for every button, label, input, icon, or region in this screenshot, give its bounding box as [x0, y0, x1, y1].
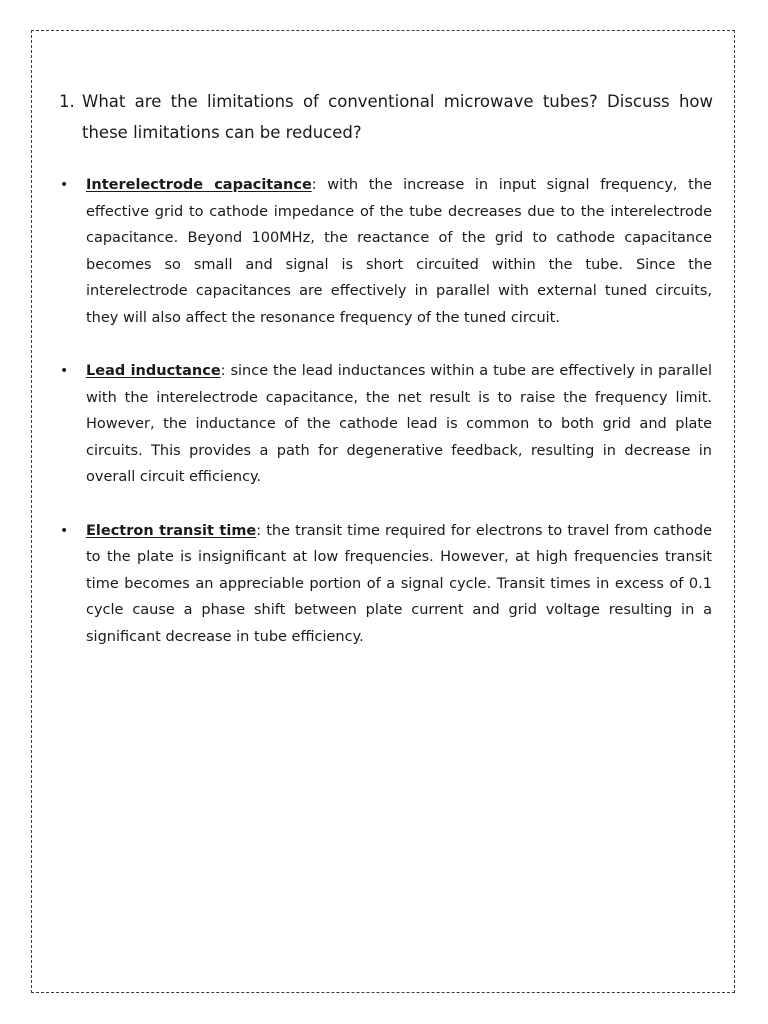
bullet-icon: • [60, 177, 69, 193]
bullet-icon: • [60, 363, 69, 380]
question-heading [59, 86, 713, 148]
limitation-term: Electron transit time [86, 522, 257, 539]
limitation-description: : with the increase in input signal frequency, the effective grid to cathode impedance of the tube decreases due to the interelectrode capacitance. Beyond 100MHz, the reactance of the grid to cathode capacitance becomes so small and signal is short circuited within the tube. Since the interelectrode capacitances are effectively in parallel with external tuned circuits, they will also affect the resonance frequency of the tuned circuit. [86, 177, 712, 326]
limitation-item-lead-inductance [60, 358, 712, 491]
limitation-description: : the transit time required for electrons to travel from cathode to the plate is insignificant at low frequencies. However, at high frequencies transit time becomes an appreciable portion of a signal cycle. Transit times in excess of 0.1 cycle cause a phase shift between plate current and grid voltage resulting in a significant decrease in tube efficiency. [86, 522, 712, 645]
question-text: What are the limitations of conventional microwave tubes? Discuss how these limitations can be reduced? [82, 92, 713, 142]
limitation-description: : since the lead inductances within a tube are effectively in parallel with the interelectrode capacitance, the net result is to raise the frequency limit. However, the inductance of the cathode lead is common to both grid and plate circuits. This provides a path for degenerative feedback, resulting in decrease in overall circuit efficiency. [86, 363, 712, 486]
limitation-term: Lead inductance [86, 363, 221, 380]
limitations-list [60, 172, 712, 677]
question-number: 1. [59, 92, 75, 111]
bullet-icon: • [60, 522, 69, 539]
limitation-body [86, 518, 712, 651]
limitation-body [86, 358, 712, 491]
limitation-body [86, 172, 712, 332]
limitation-item-electron-transit-time [60, 518, 712, 651]
limitation-term: Interelectrode capacitance [86, 177, 312, 193]
limitation-item-interelectrode-capacitance [60, 172, 712, 332]
